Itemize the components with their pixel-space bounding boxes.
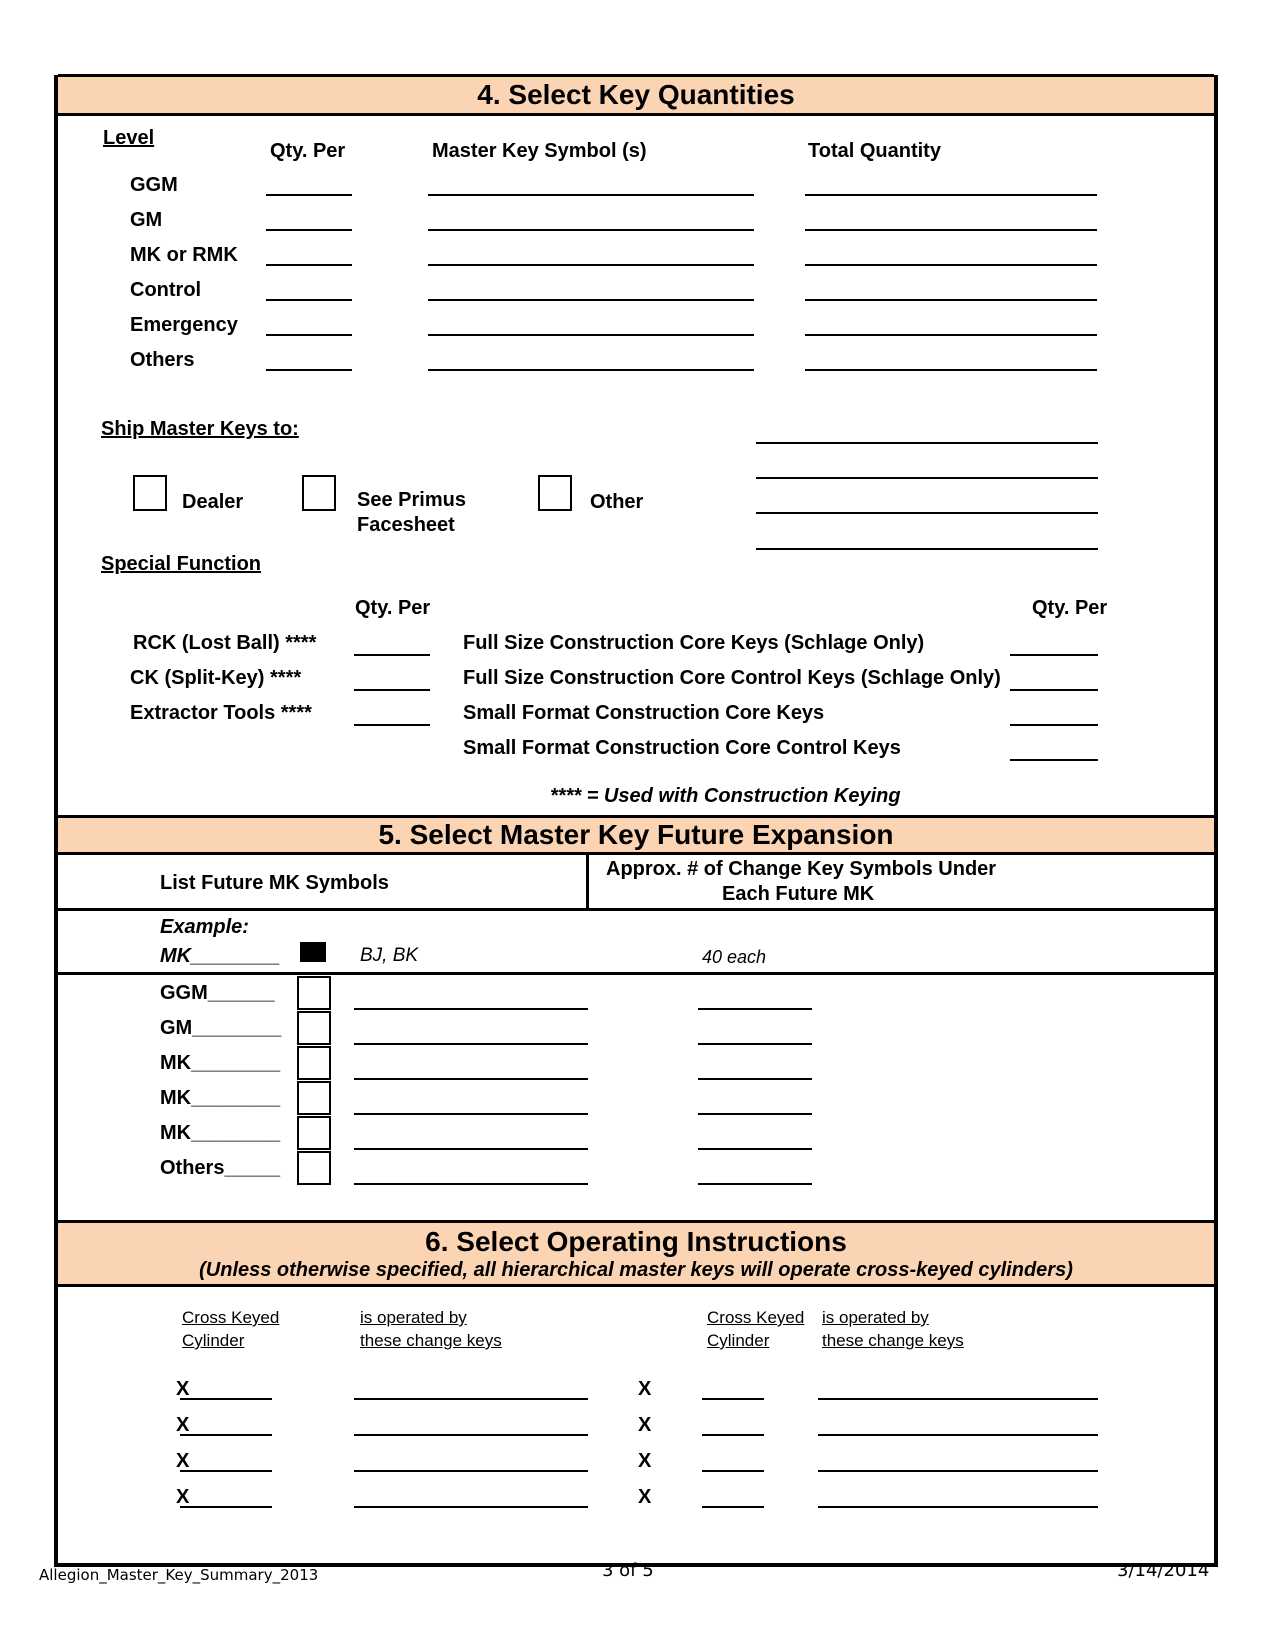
section4-header xyxy=(58,74,1214,116)
left-x-mark-2: X xyxy=(176,1414,190,1436)
right-cylinder-field-1[interactable] xyxy=(702,1398,764,1400)
left-operated-header-2: these change keys xyxy=(360,1331,502,1350)
future-mk3-symbols-field[interactable] xyxy=(354,1148,588,1150)
level-mk-rmk: MK or RMK xyxy=(130,244,238,266)
right-x-mark-3: X xyxy=(638,1450,652,1472)
example-filled-checkbox xyxy=(300,942,326,962)
symbol-field-ggm[interactable] xyxy=(428,194,754,196)
level-control: Control xyxy=(130,279,202,301)
col-total-label: Total Quantity xyxy=(808,140,941,162)
future-gm-symbols-field[interactable] xyxy=(354,1043,588,1045)
right-x-mark-1: X xyxy=(638,1378,652,1400)
future-ggm-symbols-field[interactable] xyxy=(354,1008,588,1010)
future-row-others: Others_____ xyxy=(160,1157,281,1179)
right-change-keys-field-3[interactable] xyxy=(818,1470,1098,1472)
future-gm-count-field[interactable] xyxy=(698,1043,812,1045)
section5-header xyxy=(58,815,1214,855)
total-field-ggm[interactable] xyxy=(805,194,1097,196)
future-ggm-checkbox[interactable] xyxy=(297,976,331,1010)
future-gm-checkbox[interactable] xyxy=(297,1011,331,1045)
example-rule xyxy=(58,972,1214,975)
ship-master-keys-label: Ship Master Keys to: xyxy=(101,418,299,440)
qty-field-others[interactable] xyxy=(266,369,352,371)
qty-field-ggm[interactable] xyxy=(266,194,352,196)
left-change-keys-field-1[interactable] xyxy=(354,1398,588,1400)
symbol-field-others[interactable] xyxy=(428,369,754,371)
qty-field-gm[interactable] xyxy=(266,229,352,231)
special-ck: CK (Split-Key) **** xyxy=(130,667,302,689)
section4-title: 4. Select Key Quantities xyxy=(477,79,795,110)
level-others: Others xyxy=(130,349,195,371)
symbol-field-emergency[interactable] xyxy=(428,334,754,336)
right-cylinder-field-2[interactable] xyxy=(702,1434,764,1436)
left-change-keys-field-4[interactable] xyxy=(354,1506,588,1508)
total-field-gm[interactable] xyxy=(805,229,1097,231)
footer-page-number: 3 of 5 xyxy=(602,1560,654,1581)
left-cylinder-field-3[interactable] xyxy=(180,1470,272,1472)
rck-qty-field[interactable] xyxy=(354,654,430,656)
future-row-mk-3: MK________ xyxy=(160,1122,281,1144)
primus-label-line1: See Primus xyxy=(357,489,466,511)
right-operated-header-1: is operated by xyxy=(822,1308,929,1327)
example-level: MK________ xyxy=(160,945,281,967)
future-others-checkbox[interactable] xyxy=(297,1151,331,1185)
qty-field-emergency[interactable] xyxy=(266,334,352,336)
col-symbol-label: Master Key Symbol (s) xyxy=(432,140,647,162)
section6-subtitle: (Unless otherwise specified, all hierarchical master keys will operate cross-keyed cylinders) xyxy=(199,1259,1073,1281)
future-others-count-field[interactable] xyxy=(698,1183,812,1185)
special-rck: RCK (Lost Ball) **** xyxy=(133,632,317,654)
left-cylinder-field-4[interactable] xyxy=(180,1506,272,1508)
symbol-field-control[interactable] xyxy=(428,299,754,301)
future-mk2-symbols-field[interactable] xyxy=(354,1113,588,1115)
ck-qty-field[interactable] xyxy=(354,689,430,691)
section5-column-divider xyxy=(586,855,589,909)
right-x-mark-4: X xyxy=(638,1486,652,1508)
example-label: Example: xyxy=(160,916,249,938)
right-operated-header-2: these change keys xyxy=(822,1331,964,1350)
dealer-label: Dealer xyxy=(182,491,244,513)
total-field-emergency[interactable] xyxy=(805,334,1097,336)
total-field-control[interactable] xyxy=(805,299,1097,301)
change-key-count-label-2: Each Future MK xyxy=(722,883,875,905)
primus-checkbox[interactable] xyxy=(302,475,336,511)
left-x-mark-4: X xyxy=(176,1486,190,1508)
dealer-checkbox[interactable] xyxy=(133,475,167,511)
special-small-core-keys: Small Format Construction Core Keys xyxy=(463,702,825,724)
special-extractor: Extractor Tools **** xyxy=(130,702,312,724)
section5-title: 5. Select Master Key Future Expansion xyxy=(378,819,894,850)
ship-address-line-3[interactable] xyxy=(756,512,1098,514)
left-operated-header-1: is operated by xyxy=(360,1308,467,1327)
future-mk2-count-field[interactable] xyxy=(698,1113,812,1115)
future-others-symbols-field[interactable] xyxy=(354,1183,588,1185)
left-cylinder-header-2: Cylinder xyxy=(182,1331,245,1350)
special-qty-left-label: Qty. Per xyxy=(355,597,431,619)
symbol-field-gm[interactable] xyxy=(428,229,754,231)
total-field-others[interactable] xyxy=(805,369,1097,371)
small-core-qty-field[interactable] xyxy=(1010,724,1098,726)
footer-document-name: Allegion_Master_Key_Summary_2013 xyxy=(39,1566,319,1584)
section5-header-rule xyxy=(58,908,1214,911)
total-field-mk[interactable] xyxy=(805,264,1097,266)
right-change-keys-field-2[interactable] xyxy=(818,1434,1098,1436)
change-key-count-label-1: Approx. # of Change Key Symbols Under xyxy=(606,858,997,880)
future-row-mk-1: MK________ xyxy=(160,1052,281,1074)
left-cylinder-field-1[interactable] xyxy=(180,1398,272,1400)
right-change-keys-field-1[interactable] xyxy=(818,1398,1098,1400)
left-x-mark-3: X xyxy=(176,1450,190,1472)
future-mk1-checkbox[interactable] xyxy=(297,1046,331,1080)
special-small-control-keys: Small Format Construction Core Control Keys xyxy=(463,737,901,759)
qty-field-control[interactable] xyxy=(266,299,352,301)
level-ggm: GGM xyxy=(130,174,178,196)
left-change-keys-field-2[interactable] xyxy=(354,1434,588,1436)
col-qty-label: Qty. Per xyxy=(270,140,346,162)
future-mk1-count-field[interactable] xyxy=(698,1078,812,1080)
primus-label-line2: Facesheet xyxy=(357,514,455,536)
future-mk3-count-field[interactable] xyxy=(698,1148,812,1150)
qty-field-mk[interactable] xyxy=(266,264,352,266)
right-x-mark-2: X xyxy=(638,1414,652,1436)
left-change-keys-field-3[interactable] xyxy=(354,1470,588,1472)
other-label: Other xyxy=(590,491,644,513)
right-cylinder-field-4[interactable] xyxy=(702,1506,764,1508)
right-change-keys-field-4[interactable] xyxy=(818,1506,1098,1508)
small-control-qty-field[interactable] xyxy=(1010,759,1098,761)
col-level-label: Level xyxy=(103,127,155,149)
special-qty-right-label: Qty. Per xyxy=(1032,597,1108,619)
future-row-gm: GM________ xyxy=(160,1017,282,1039)
example-count: 40 each xyxy=(702,947,767,967)
right-cylinder-field-3[interactable] xyxy=(702,1470,764,1472)
future-mk-symbols-label: List Future MK Symbols xyxy=(160,872,389,894)
right-cylinder-header-2: Cylinder xyxy=(707,1331,770,1350)
footer-date: 3/14/2014 xyxy=(1117,1560,1210,1581)
section6-header xyxy=(58,1220,1214,1287)
section6-title: 6. Select Operating Instructions xyxy=(425,1226,847,1257)
example-symbols: BJ, BK xyxy=(360,945,419,966)
symbol-field-mk[interactable] xyxy=(428,264,754,266)
construction-keying-note: **** = Used with Construction Keying xyxy=(550,785,901,807)
other-checkbox[interactable] xyxy=(538,475,572,511)
level-gm: GM xyxy=(130,209,163,231)
fullsize-core-qty-field[interactable] xyxy=(1010,654,1098,656)
fullsize-control-qty-field[interactable] xyxy=(1010,689,1098,691)
future-ggm-count-field[interactable] xyxy=(698,1008,812,1010)
future-row-mk-2: MK________ xyxy=(160,1087,281,1109)
ship-address-line-2[interactable] xyxy=(756,477,1098,479)
ship-address-line-4[interactable] xyxy=(756,548,1098,550)
left-cylinder-header-1: Cross Keyed xyxy=(182,1308,280,1327)
level-emergency: Emergency xyxy=(130,314,238,336)
extractor-qty-field[interactable] xyxy=(354,724,430,726)
future-mk3-checkbox[interactable] xyxy=(297,1116,331,1150)
ship-address-line-1[interactable] xyxy=(756,442,1098,444)
future-row-ggm: GGM______ xyxy=(160,982,275,1004)
future-mk2-checkbox[interactable] xyxy=(297,1081,331,1115)
future-mk1-symbols-field[interactable] xyxy=(354,1078,588,1080)
special-fullsize-core-keys: Full Size Construction Core Keys (Schlage Only) xyxy=(463,632,925,654)
left-cylinder-field-2[interactable] xyxy=(180,1434,272,1436)
right-cylinder-header-1: Cross Keyed xyxy=(707,1308,805,1327)
special-function-label: Special Function xyxy=(101,553,262,575)
left-x-mark-1: X xyxy=(176,1378,190,1400)
special-fullsize-control-keys: Full Size Construction Core Control Keys (Schlage Only) xyxy=(463,667,1001,689)
